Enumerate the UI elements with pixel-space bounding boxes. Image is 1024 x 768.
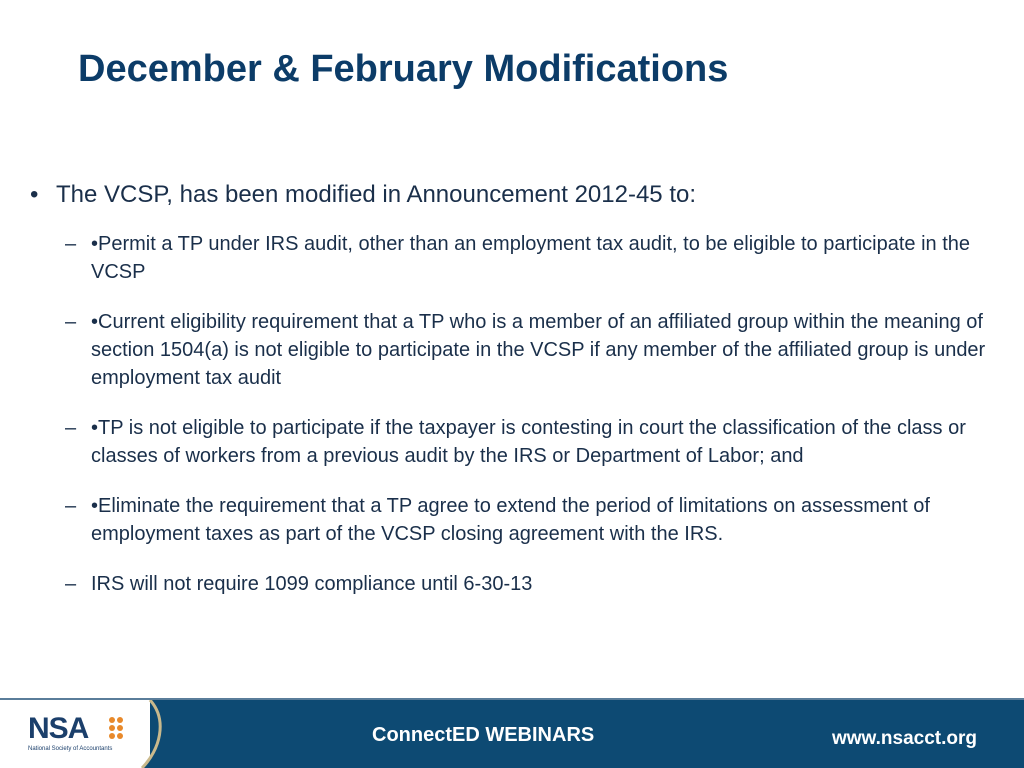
main-bullet: [30, 180, 990, 210]
logo-dots-icon: [108, 716, 128, 744]
nsa-logo: NSA: [28, 712, 89, 745]
sub-bullet-text: •Current eligibility requirement that a TP who is a member of an affiliated group within the meaning of section 1504(a) is not eligible to participate in the VCSP if any member of the affiliated group is under employment tax audit: [91, 311, 986, 389]
sub-bullet: [30, 230, 990, 286]
sub-bullet-marker: –: [65, 495, 77, 517]
sub-bullet: [30, 492, 990, 548]
sub-bullet: [30, 414, 990, 470]
footer-website-link[interactable]: www.nsacct.org: [832, 728, 977, 749]
slide-content: [30, 180, 990, 620]
main-bullet-marker: •: [30, 181, 39, 208]
sub-bullet-text: •Eliminate the requirement that a TP agree to extend the period of limitations on assessment of employment taxes as part of the VCSP closing agreement with the IRS.: [91, 495, 930, 545]
sub-bullet-marker: –: [65, 417, 77, 439]
sub-bullet-marker: –: [65, 233, 77, 255]
sub-bullet: [30, 570, 990, 598]
sub-bullet-text: IRS will not require 1099 compliance until 6-30-13: [91, 573, 533, 595]
sub-bullet: [30, 308, 990, 392]
main-bullet-text: The VCSP, has been modified in Announcement 2012-45 to:: [56, 181, 696, 208]
sub-bullet-marker: –: [65, 311, 77, 333]
sub-bullet-marker: –: [65, 573, 77, 595]
sub-bullet-text: •Permit a TP under IRS audit, other than an employment tax audit, to be eligible to participate in the VCSP: [91, 233, 970, 283]
sub-bullet-text: •TP is not eligible to participate if the taxpayer is contesting in court the classification of the class or classes of workers from a previous audit by the IRS or Department of Labor; and: [91, 417, 966, 467]
footer-brand-text: ConnectED WEBINARS: [372, 724, 595, 746]
slide-title: December & February Modifications: [78, 48, 729, 90]
sub-bullet-list: [30, 230, 990, 598]
nsa-logo-subtext: National Society of Accountants: [28, 746, 113, 752]
logo-curve-decoration: [0, 700, 180, 768]
